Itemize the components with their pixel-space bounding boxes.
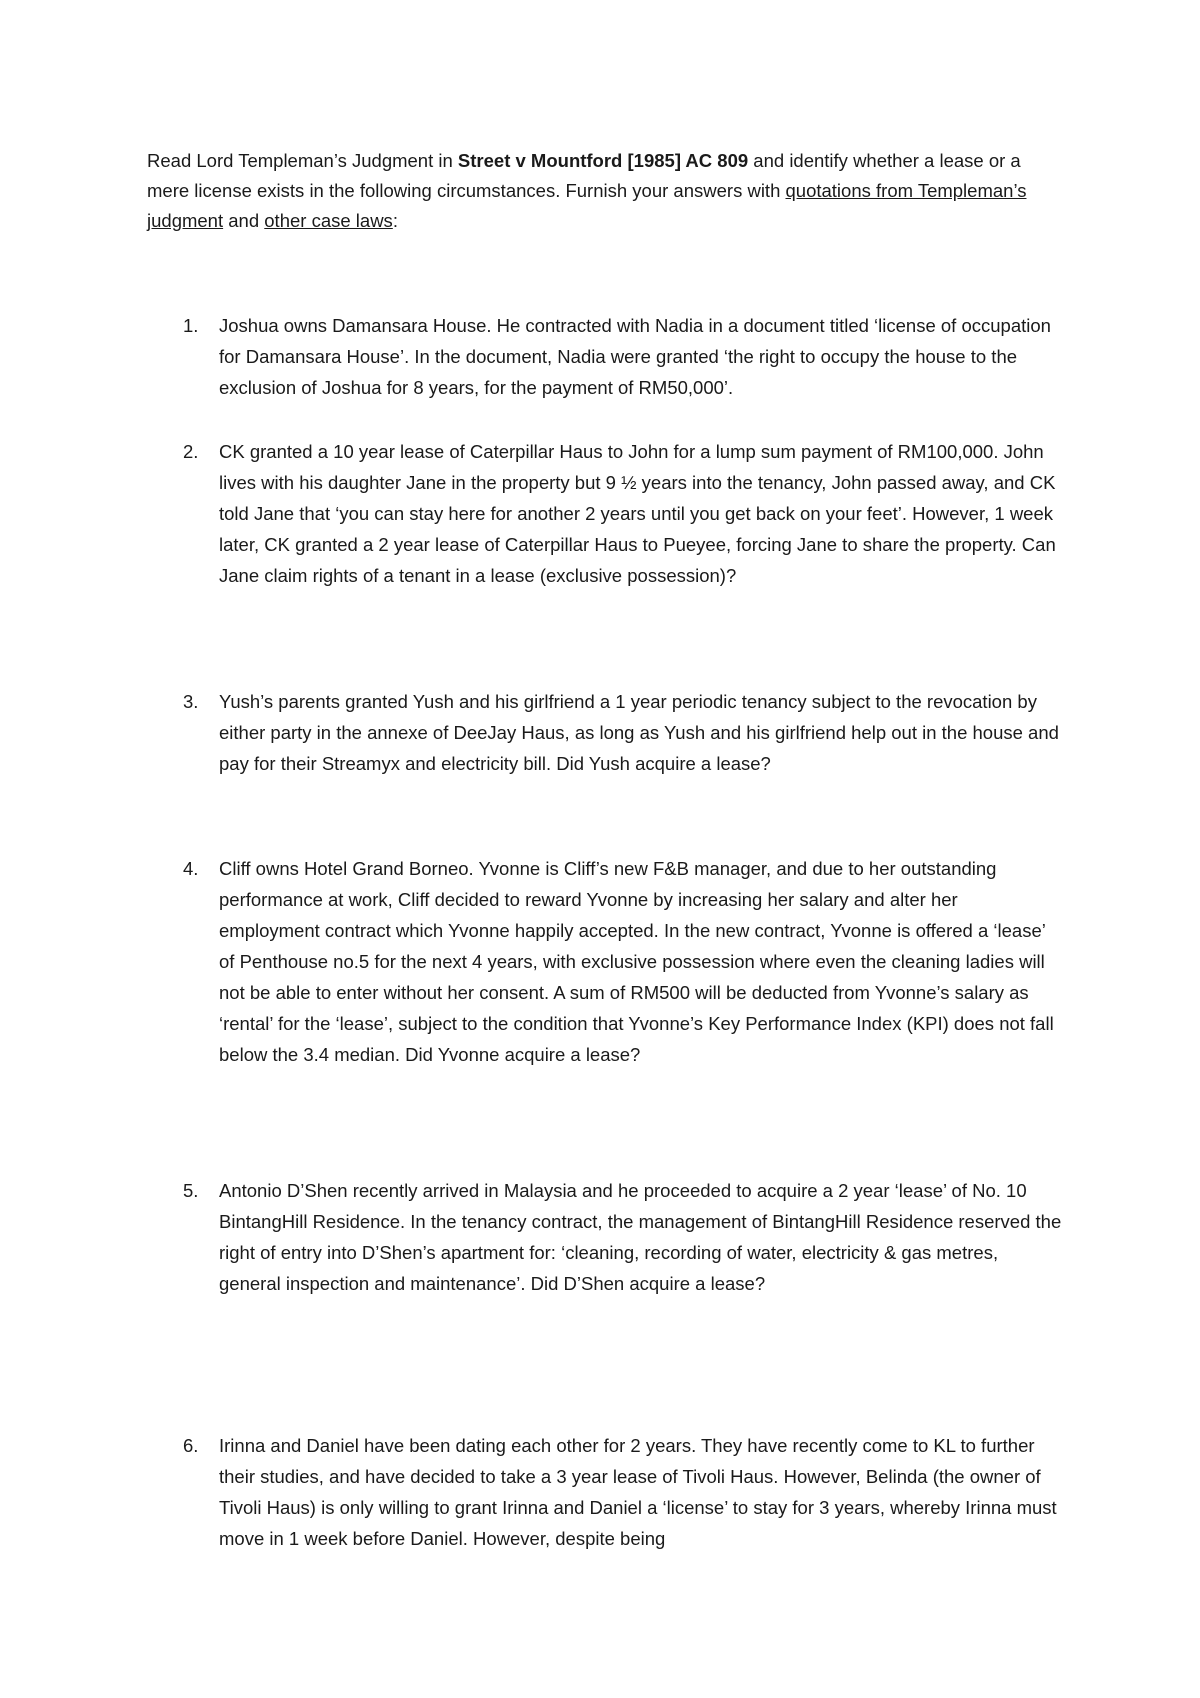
question-text: Antonio D’Shen recently arrived in Malaysia and he proceeded to acquire a 2 year ‘lease’ of No. 10 BintangHill Residence. In the tenancy contract, the management of BintangHill Residence reserved the right of entry into D’Shen’s apartment for: ‘cleaning, recording of water, electricity & gas metres, general inspection and maintenance’. Did D’Shen acquire a lease? <box>219 1180 1062 1294</box>
underlined-case-laws: other case laws <box>264 210 393 231</box>
question-text: Joshua owns Damansara House. He contracted with Nadia in a document titled ‘license of occupation for Damansara House’. In the document, Nadia were granted ‘the right to occupy the house to the exclusion of Joshua for 8 years, for the payment of RM50,000’. <box>219 315 1051 398</box>
question-item <box>183 310 1063 403</box>
question-number: 2. <box>183 441 199 462</box>
question-text: Cliff owns Hotel Grand Borneo. Yvonne is Cliff’s new F&B manager, and due to her outstanding performance at work, Cliff decided to reward Yvonne by increasing her salary and alter her employment contract which Yvonne happily accepted. In the new contract, Yvonne is offered a ‘lease’ of Penthouse no.5 for the next 4 years, with exclusive possession where even the cleaning ladies will not be able to enter without her consent. A sum of RM500 will be deducted from Yvonne’s salary as ‘rental’ for the ‘lease’, subject to the condition that Yvonne’s Key Performance Index (KPI) does not fall below the 3.4 median. Did Yvonne acquire a lease? <box>219 858 1054 1065</box>
question-number: 1. <box>183 315 199 336</box>
underlined-quotations: quotations from Templeman’s judgment <box>147 180 1027 231</box>
intro-text-1: Read Lord Templeman’s Judgment in <box>147 150 458 171</box>
question-item <box>183 1175 1063 1299</box>
question-item <box>183 686 1063 779</box>
intro-text-3: and <box>223 210 265 231</box>
question-number: 6. <box>183 1435 199 1456</box>
intro-text-4: : <box>392 210 398 231</box>
question-item <box>183 1430 1063 1554</box>
intro-text-2: and identify whether a lease or a mere license exists in the following circumstances. Furnish your answers with <box>147 150 1021 201</box>
question-number: 4. <box>183 858 199 879</box>
question-text: Yush’s parents granted Yush and his girlfriend a 1 year periodic tenancy subject to the revocation by either party in the annexe of DeeJay Haus, as long as Yush and his girlfriend help out in the house and pay for their Streamyx and electricity bill. Did Yush acquire a lease? <box>219 691 1059 774</box>
question-number: 5. <box>183 1180 199 1201</box>
intro-paragraph <box>147 146 1067 236</box>
question-text: Irinna and Daniel have been dating each other for 2 years. They have recently come to KL to further their studies, and have decided to take a 3 year lease of Tivoli Haus. However, Belinda (the owner of Tivoli Haus) is only willing to grant Irinna and Daniel a ‘license’ to stay for 3 years, whereby Irinna must move in 1 week before Daniel. However, despite being <box>219 1435 1057 1549</box>
case-citation: Street v Mountford [1985] AC 809 <box>457 150 749 171</box>
question-number: 3. <box>183 691 199 712</box>
question-text: CK granted a 10 year lease of Caterpillar Haus to John for a lump sum payment of RM100,000. John lives with his daughter Jane in the property but 9 ½ years into the tenancy, John passed away, and CK told Jane that ‘you can stay here for another 2 years until you get back on your feet’. However, 1 week later, CK granted a 2 year lease of Caterpillar Haus to Pueyee, forcing Jane to share the property. Can Jane claim rights of a tenant in a lease (exclusive possession)? <box>219 441 1056 586</box>
question-item <box>183 436 1063 591</box>
question-item <box>183 853 1063 1070</box>
